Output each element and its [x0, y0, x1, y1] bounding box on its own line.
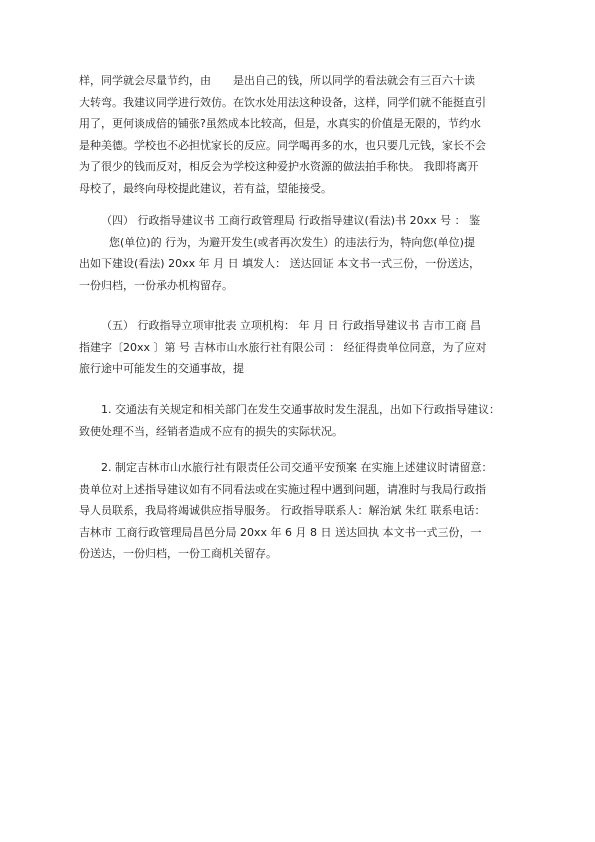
paragraph-water-saving	[79, 70, 534, 199]
text-line: 大转弯。我建议同学进行效仿。在饮水处用法这种设备，这样，同学们就不能挺直引	[79, 95, 486, 109]
text-line: 份送达，一份归档，一份工商机关留存。	[79, 547, 277, 560]
text-line: 吉林市 工商行政管理局昌邑分局 20xx 年 6 月 8 日 送达回执 本文书一式三份，一	[79, 525, 482, 539]
text-line: 用了，更何谈成倍的铺张?虽然成本比较高，但是，水真实的价值是无限的，节约水	[79, 117, 481, 130]
text-line	[79, 232, 534, 254]
text-fragment: （五） 行政指导立项审批表 立项机构： 年 月 日 行政指导建议书 吉市工商 昌	[101, 319, 481, 332]
text-line: 母校了，最终向母校提此建议，若有益，望能接受。	[79, 181, 332, 195]
text-fragment: 样，同学就会尽量节约，由	[79, 74, 211, 87]
paragraph-approval-form	[79, 315, 534, 380]
text-line	[79, 70, 534, 92]
text-line: 贵单位对上述指导建议如有不同看法或在实施过程中遇到问题，请准时与我局行政指	[79, 482, 486, 496]
text-line: 一份归档，一份承办机构留存。	[79, 278, 233, 292]
text-fragment: 2. 制定吉林市山水旅行社有限责任公司交通平安预案 在实施上述建议时请留意：	[101, 461, 493, 474]
text-line: 致使处理不当，经销者造成不应有的损失的实际状况。	[79, 424, 343, 438]
paragraph-item-2	[79, 457, 534, 565]
text-line: 为了很少的钱而反对，相反会为学校这种爱护水资源的做法拍手称快。 我即将离开	[79, 160, 479, 173]
text-line: 是种美德。学校也不必担忧家长的反应。同学喝再多的水，也只要几元钱，家长不会	[79, 138, 486, 152]
text-line: 导人员联系，我局将竭诚供应指导服务。 行政指导联系人：解治斌 朱红 联系电话：	[79, 504, 486, 517]
paragraph-guidance-proposal	[79, 210, 534, 296]
text-fragment: （四） 行政指导建议书 工商行政管理局 行政指导建议(看法)书 20xx 号 ： 鉴	[101, 214, 481, 227]
paragraph-item-1	[79, 399, 534, 442]
text-line	[79, 315, 534, 337]
text-line: 旅行途中可能发生的交通事故，提	[79, 362, 244, 375]
text-line	[79, 210, 534, 232]
text-line: 出如下建设(看法) 20xx 年 月 日 填发人： 送达回证 本文书一式三份，一份送达，	[79, 257, 481, 270]
text-line	[79, 399, 534, 421]
text-line: 指建字〔20xx 〕第 号 吉林市山水旅行社有限公司 ： 经征得贵单位同意，为了应对	[79, 340, 487, 354]
text-line	[79, 457, 534, 479]
text-fragment: 是出自己的钱，所以同学的看法就会有三百六十读	[233, 74, 475, 87]
text-fragment: 1. 交通法有关规定和相关部门在发生交通事故时发生混乱，出如下行政指导建议：	[101, 403, 500, 416]
text-fragment: 您(单位)的 行为，为避开发生(或者再次发生）的违法行为，特向您(单位)提	[109, 235, 475, 249]
